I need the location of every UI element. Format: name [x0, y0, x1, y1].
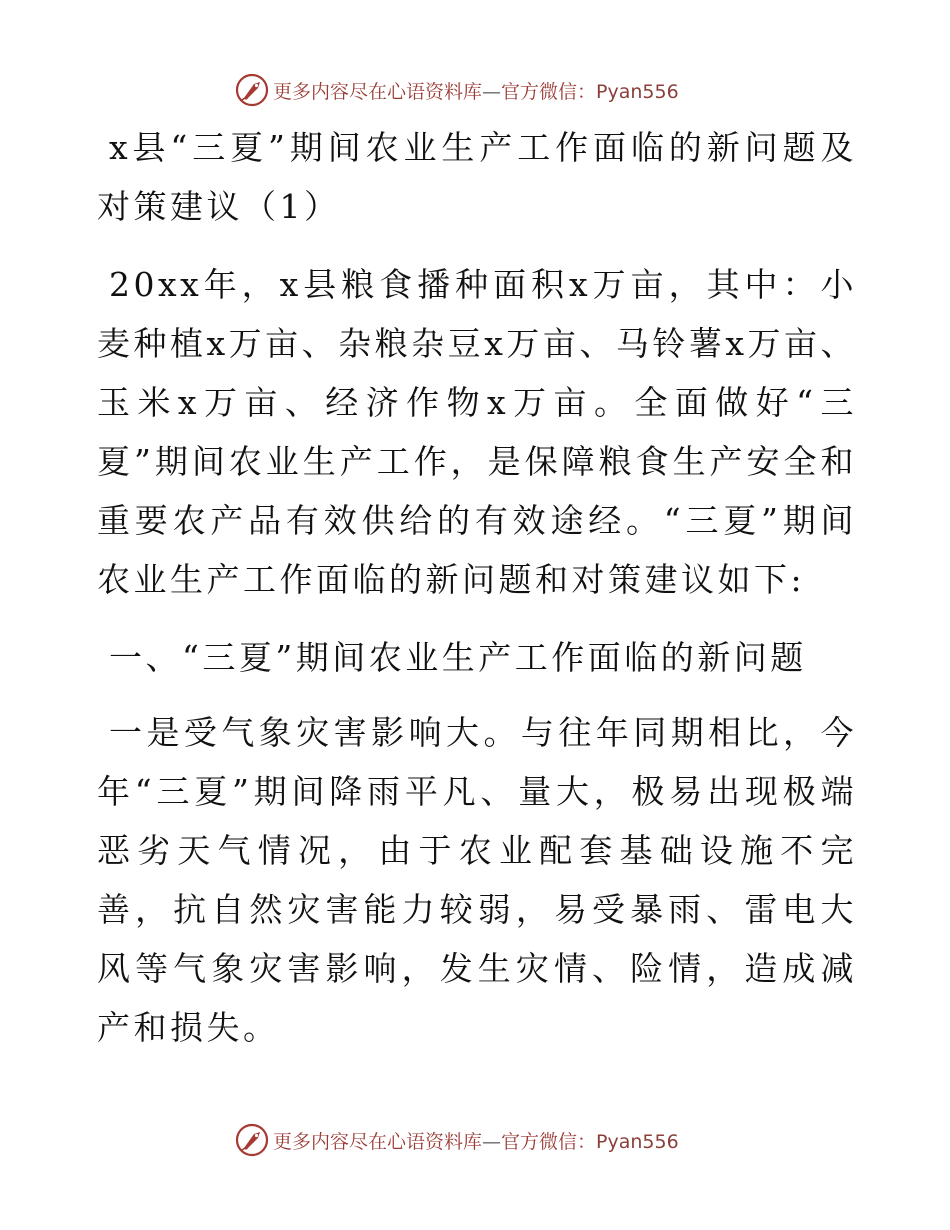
watermark-brand: 更多内容尽在心语资料库 [273, 80, 483, 103]
document-title: x县“三夏”期间农业生产工作面临的新问题及对策建议（1） [97, 128, 857, 226]
watermark-account-label: 官方微信： [501, 80, 597, 103]
watermark-account-label: 官方微信： [501, 1130, 597, 1153]
pen-nib-logo-icon [235, 1123, 269, 1157]
watermark-account-id: Pyan556 [596, 80, 679, 103]
intro-paragraph: 20xx年，x县粮食播种面积x万亩，其中：小麦种植x万亩、杂粮杂豆x万亩、马铃薯x万亩、玉米x万亩、经济作物x万亩。全面做好“三夏”期间农业生产工作，是保障粮食生产安全和重要农产品有效供给的有效途经。“三夏”期间农业生产工作面临的新问题和对策建议如下: [97, 265, 857, 599]
section-heading: 一、“三夏”期间农业生产工作面临的新问题 [109, 638, 807, 677]
watermark-dash: — [482, 1130, 502, 1153]
header-watermark [235, 72, 715, 108]
watermark-brand: 更多内容尽在心语资料库 [273, 1130, 483, 1153]
watermark-text [273, 1127, 679, 1154]
footer-watermark [235, 1122, 715, 1158]
pen-nib-logo-icon [235, 73, 269, 107]
document-body [97, 118, 857, 1057]
watermark-account-id: Pyan556 [596, 1130, 679, 1153]
watermark-dash: — [482, 80, 502, 103]
point-paragraph: 一是受气象灾害影响大。与往年同期相比，今年“三夏”期间降雨平凡、量大，极易出现极端恶劣天气情况，由于农业配套基础设施不完善，抗自然灾害能力较弱，易受暴雨、雷电大风等气象灾害影响，发生灾情、险情，造成减产和损失。 [97, 713, 857, 1047]
watermark-text [273, 77, 679, 104]
